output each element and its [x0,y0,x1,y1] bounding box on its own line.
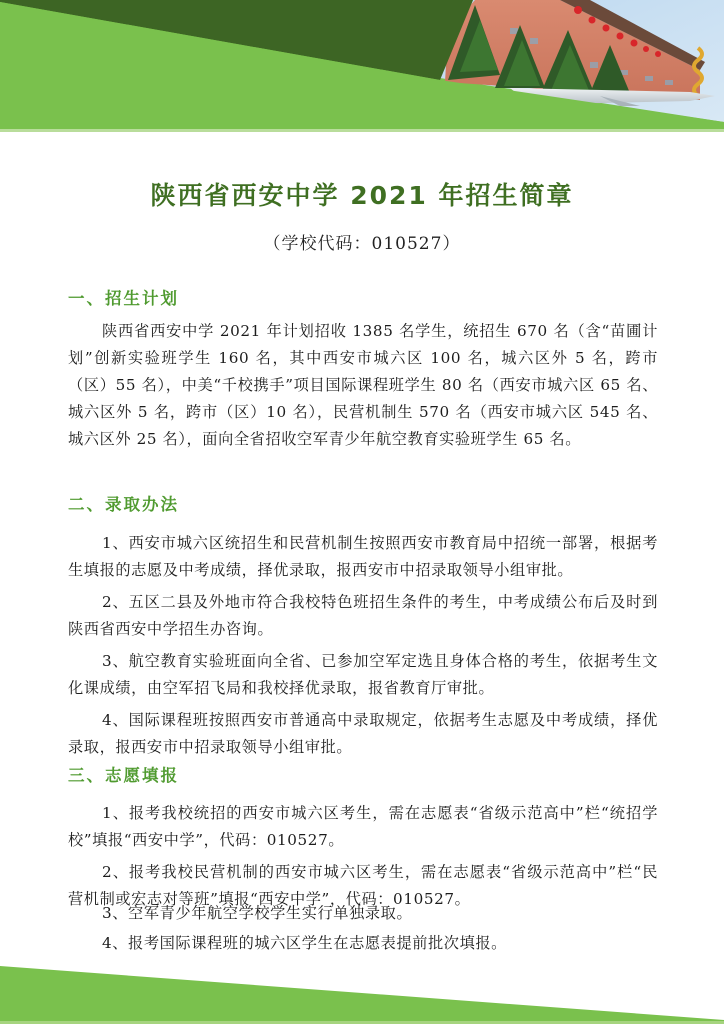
paragraph: 4、报考国际课程班的城六区学生在志愿表提前批次填报。 [102,934,507,952]
school-code: （学校代码：010527） [263,234,461,254]
paragraph: 3、航空教育实验班面向全省、已参加空军定选且身体合格的考生，依据考生文化课成绩，由空军招飞局和我校择优录取，报省教育厅审批。 [68,652,658,697]
document-title: 陕西省西安中学 2021 年招生简章 [150,181,574,210]
paragraph: 3、空军青少年航空学校学生实行单独录取。 [102,904,413,922]
paragraph: 陕西省西安中学 2021 年计划招收 1385 名学生，统招生 670 名（含“苗圃计划”创新实验班学生 160 名，其中西安市城六区 100 名，城六区外 5 名，跨市（区）55 名），中美“千校携手”项目国际课程班学生 80 名（西安市城六区 65 名、城六区外 5 名，跨市（区）10 名），民营机制生 570 名（西安市城六区 545 名、城六区外 25 名），面向全省招收空军青少年航空教育实验班学生 65 名。 [68,322,658,448]
paragraph: 4、国际课程班按照西安市普通高中录取规定，依据考生志愿及中考成绩，择优录取，报西安市中招录取领导小组审批。 [68,711,658,756]
paragraph: 1、西安市城六区统招生和民营机制生按照西安市教育局中招统一部署，根据考生填报的志愿及中考成绩，择优录取，报西安市中招录取领导小组审批。 [68,534,658,579]
section-heading-admission-method: 二、录取办法 [68,495,179,514]
banner-graphic [0,0,724,132]
footer-graphic [0,960,724,1024]
section-heading-application: 三、志愿填报 [68,766,179,785]
paragraph: 1、报考我校统招的西安市城六区考生，需在志愿表“省级示范高中”栏“统招学校”填报“西安中学”，代码：010527。 [68,804,658,849]
paragraph: 2、报考我校民营机制的西安市城六区考生，需在志愿表“省级示范高中”栏“民营机制或宏志对等班”填报“西安中学”，代码：010527。 [68,863,658,908]
section-heading-enrollment-plan: 一、招生计划 [68,289,179,308]
header-banner [0,0,724,132]
header-divider [0,129,724,132]
paragraph: 2、五区二县及外地市符合我校特色班招生条件的考生，中考成绩公布后及时到陕西省西安中学招生办咨询。 [68,593,658,638]
footer-banner [0,960,724,1024]
